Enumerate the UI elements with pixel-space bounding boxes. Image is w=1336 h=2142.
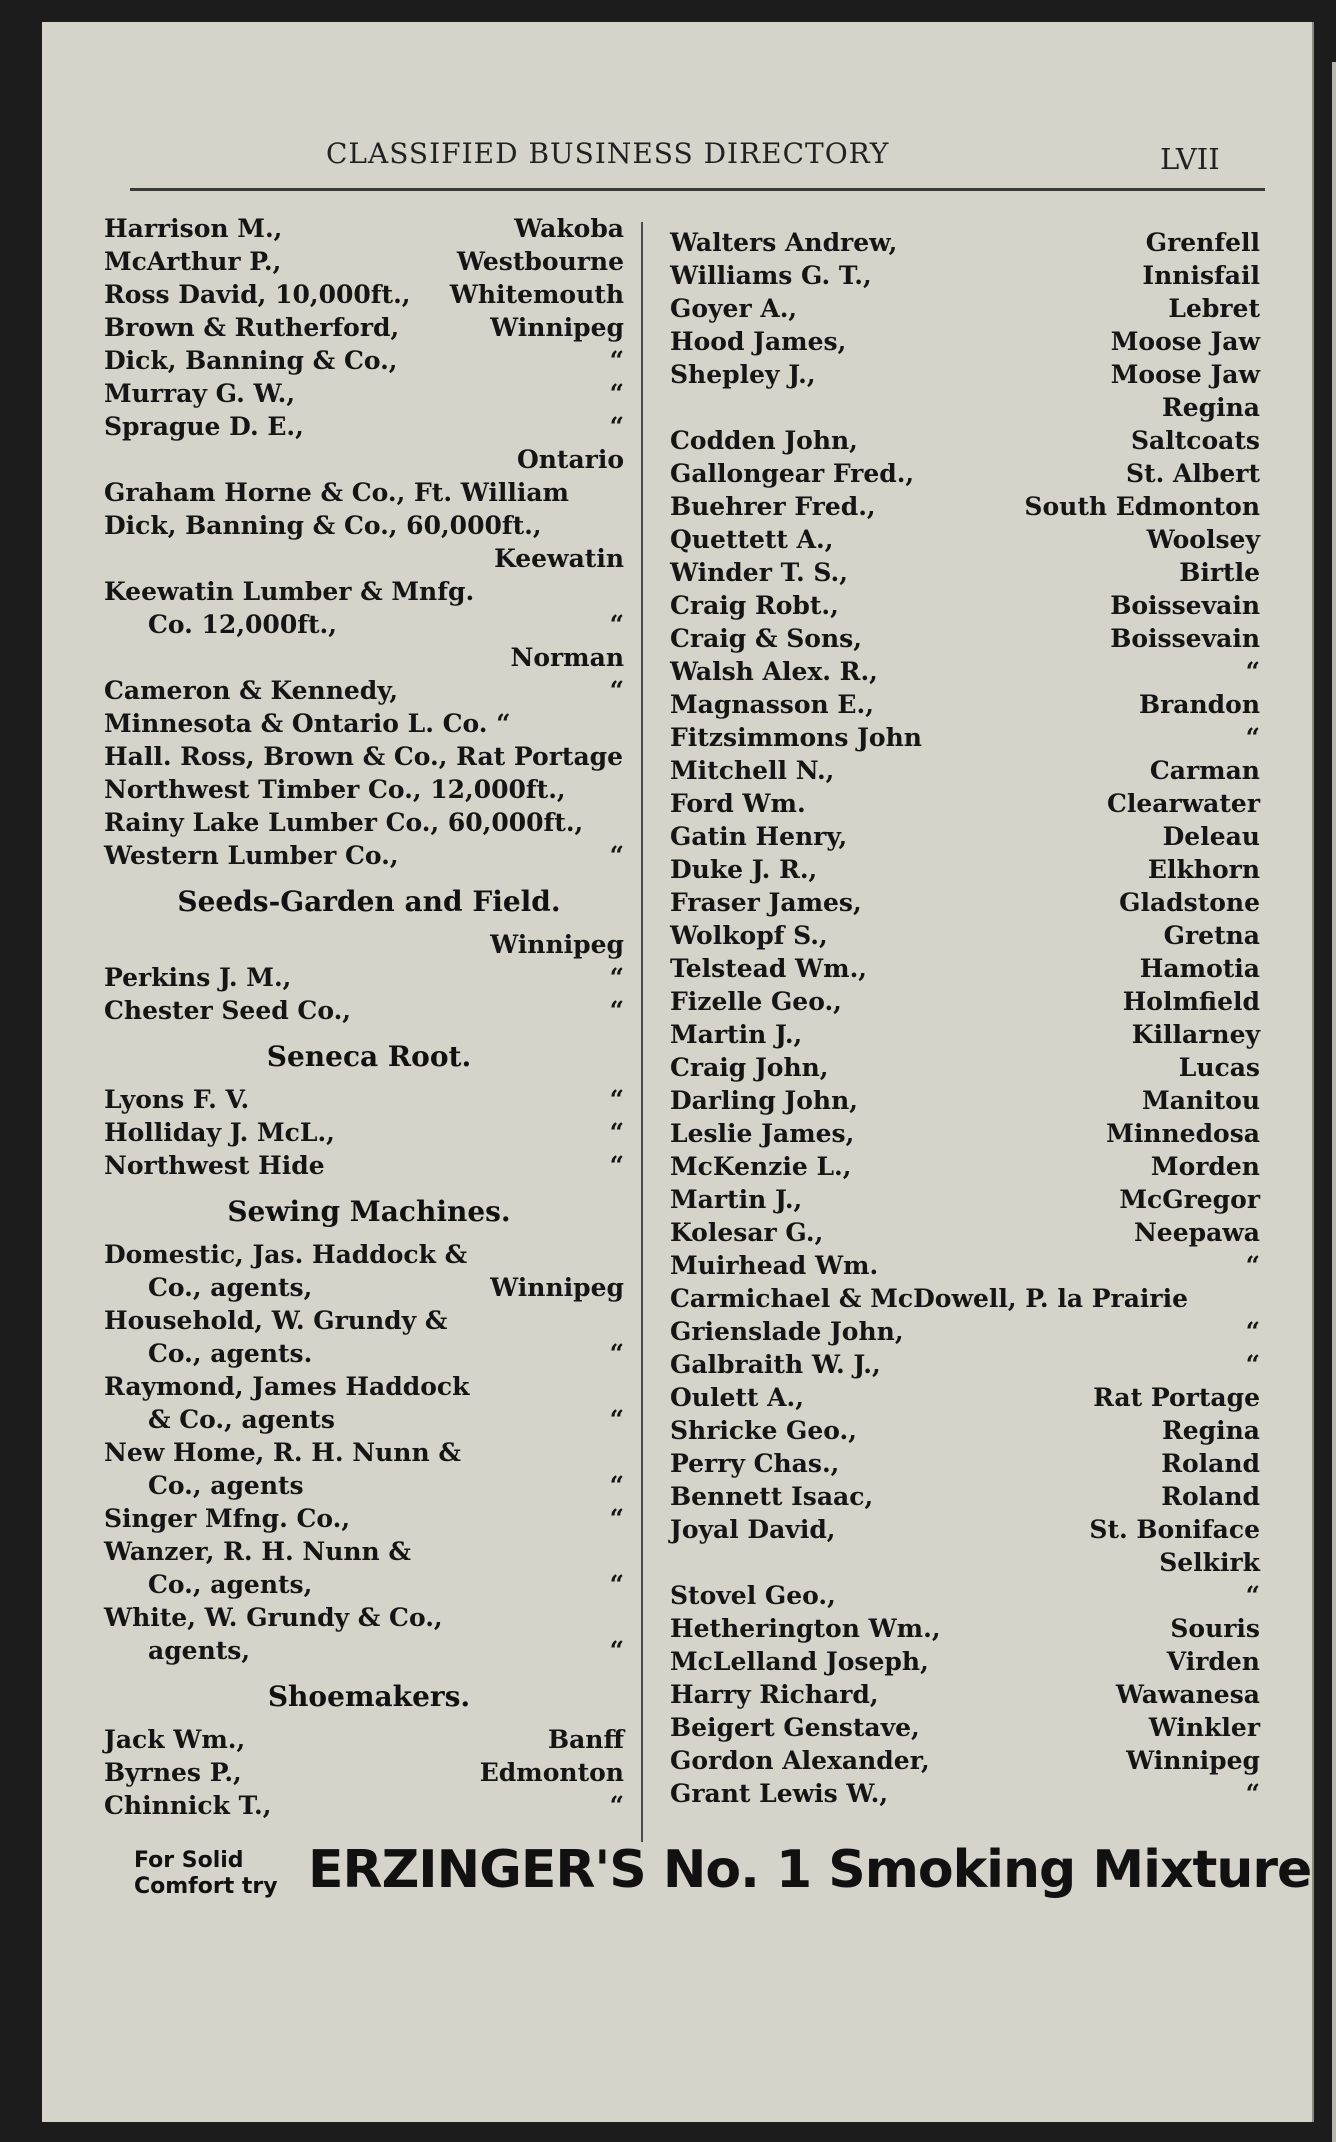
- business-name: Raymond, James Haddock: [104, 1372, 470, 1401]
- business-location: “: [1245, 1251, 1260, 1280]
- ad-headline: ERZINGER'S No. 1 Smoking Mixture: [308, 1840, 1312, 1900]
- business-name: agents,: [148, 1636, 251, 1665]
- listing-row: [670, 888, 1270, 921]
- listing-row: [104, 775, 634, 808]
- business-name: Holliday J. McL.,: [104, 1118, 335, 1147]
- listing-row: [104, 412, 634, 445]
- left-column: [104, 214, 634, 1824]
- listing-row: [104, 511, 634, 544]
- business-name: Quettett A.,: [670, 525, 834, 554]
- listing-row: [104, 280, 634, 313]
- business-location: Minnedosa: [1106, 1119, 1260, 1148]
- listing-row: [670, 690, 1270, 723]
- listing-continuation: [104, 1273, 634, 1306]
- business-name: Hood James,: [670, 327, 847, 356]
- business-location: Holmfield: [1122, 987, 1260, 1016]
- listing-row: [670, 1647, 1270, 1680]
- listing-row: [670, 1350, 1270, 1383]
- business-location: St. Boniface: [1089, 1515, 1260, 1544]
- listing-row: [670, 987, 1270, 1020]
- listing-row: [104, 1725, 634, 1758]
- business-name: Harry Richard,: [670, 1680, 879, 1709]
- business-location: Virden: [1166, 1647, 1260, 1676]
- listing-row: [670, 228, 1270, 261]
- business-location: “: [609, 1791, 624, 1820]
- business-name: Chester Seed Co.,: [104, 996, 351, 1025]
- business-name: Bennett Isaac,: [670, 1482, 874, 1511]
- page-title: CLASSIFIED BUSINESS DIRECTORY: [326, 137, 890, 170]
- business-name: Hetherington Wm.,: [670, 1614, 941, 1643]
- listing-row: [670, 1416, 1270, 1449]
- business-location: Innisfail: [1142, 261, 1260, 290]
- business-name: Joyal David,: [670, 1515, 836, 1544]
- business-name: Brown & Rutherford,: [104, 313, 400, 342]
- listing-row: [670, 1251, 1270, 1284]
- listing-continuation: [104, 1636, 634, 1669]
- column-divider: [641, 222, 643, 1842]
- section-heading: Sewing Machines.: [227, 1195, 511, 1228]
- business-location: Wawanesa: [1115, 1680, 1260, 1709]
- business-name: Hall. Ross, Brown & Co., Rat Portage: [104, 742, 624, 771]
- listing-row: [104, 1504, 634, 1537]
- business-name: Grienslade John,: [670, 1317, 904, 1346]
- business-location: “: [1245, 657, 1260, 686]
- business-name: Sprague D. E.,: [104, 412, 304, 441]
- business-location: “: [1245, 1317, 1260, 1346]
- listing-row: [670, 261, 1270, 294]
- listing-row: [104, 963, 634, 996]
- listing-row: [670, 756, 1270, 789]
- listing-row: [104, 1306, 634, 1339]
- listing-row: [670, 1548, 1270, 1581]
- business-location: Norman: [510, 643, 624, 672]
- business-location: Keewatin: [494, 544, 624, 573]
- business-location: Boissevain: [1110, 591, 1260, 620]
- business-name: Fraser James,: [670, 888, 862, 917]
- business-name: Craig Robt.,: [670, 591, 839, 620]
- business-location: Manitou: [1142, 1086, 1260, 1115]
- business-name: Co., agents.: [148, 1339, 313, 1368]
- business-location: Winnipeg: [490, 930, 624, 959]
- business-name: Carmichael & McDowell, P. la Prairie: [670, 1284, 1188, 1313]
- business-name: Martin J.,: [670, 1020, 803, 1049]
- business-location: Neepawa: [1133, 1218, 1260, 1247]
- listing-row: [104, 643, 634, 676]
- business-name: McKenzie L.,: [670, 1152, 852, 1181]
- business-name: Walters Andrew,: [670, 228, 898, 257]
- business-location: “: [1245, 1350, 1260, 1379]
- listing-row: [670, 1317, 1270, 1350]
- business-name: New Home, R. H. Nunn &: [104, 1438, 461, 1467]
- business-location: Hamotia: [1139, 954, 1260, 983]
- listing-row: [104, 1438, 634, 1471]
- business-location: Roland: [1161, 1449, 1260, 1478]
- listing-row: [104, 1603, 634, 1636]
- listing-row: [670, 921, 1270, 954]
- business-name: Wolkopf S.,: [670, 921, 828, 950]
- listing-row: [104, 1085, 634, 1118]
- business-location: “: [609, 963, 624, 992]
- listing-row: [104, 1118, 634, 1151]
- business-location: “: [1245, 1581, 1260, 1610]
- business-name: McArthur P.,: [104, 247, 282, 276]
- business-name: Byrnes P.,: [104, 1758, 242, 1787]
- business-location: Elkhorn: [1147, 855, 1260, 884]
- business-location: Lucas: [1178, 1053, 1260, 1082]
- business-name: & Co., agents: [148, 1405, 335, 1434]
- listing-continuation: [104, 1339, 634, 1372]
- business-name: Cameron & Kennedy,: [104, 676, 399, 705]
- business-name: Harrison M.,: [104, 214, 283, 243]
- business-location: “: [609, 1504, 624, 1533]
- business-location: Regina: [1161, 393, 1260, 422]
- listing-row: [104, 445, 634, 478]
- business-location: “: [1245, 723, 1260, 752]
- listing-continuation: [104, 1471, 634, 1504]
- business-location: Ontario: [516, 445, 624, 474]
- listing-continuation: [104, 1405, 634, 1438]
- business-name: Keewatin Lumber & Mnfg.: [104, 577, 475, 606]
- business-location: Clearwater: [1106, 789, 1260, 818]
- listing-row: [670, 1383, 1270, 1416]
- advertisement: [94, 1840, 1312, 1934]
- directory-page: [42, 22, 1314, 2122]
- section-heading: Seneca Root.: [266, 1040, 472, 1073]
- business-name: Murray G. W.,: [104, 379, 296, 408]
- business-location: Saltcoats: [1130, 426, 1260, 455]
- business-location: Grenfell: [1145, 228, 1260, 257]
- business-name: Gatin Henry,: [670, 822, 848, 851]
- business-name: Co., agents,: [148, 1570, 313, 1599]
- business-location: Regina: [1161, 1416, 1260, 1445]
- business-name: Co., agents: [148, 1471, 304, 1500]
- business-name: Magnasson E.,: [670, 690, 874, 719]
- listing-row: [670, 1020, 1270, 1053]
- business-name: Craig & Sons,: [670, 624, 862, 653]
- listing-row: [104, 808, 634, 841]
- business-location: Roland: [1161, 1482, 1260, 1511]
- business-location: Morden: [1150, 1152, 1260, 1181]
- business-location: St. Albert: [1125, 459, 1260, 488]
- business-name: Williams G. T.,: [670, 261, 872, 290]
- listing-row: [670, 360, 1270, 393]
- business-location: Killarney: [1131, 1020, 1260, 1049]
- business-location: Edmonton: [479, 1758, 624, 1787]
- page-edge: [1332, 62, 1336, 2142]
- listing-row: [670, 492, 1270, 525]
- business-location: Winkler: [1148, 1713, 1260, 1742]
- listing-row: [104, 544, 634, 577]
- business-location: Winnipeg: [1126, 1746, 1260, 1775]
- business-name: White, W. Grundy & Co.,: [104, 1603, 443, 1632]
- business-name: Northwest Hide: [104, 1151, 325, 1180]
- listing-row: [670, 1086, 1270, 1119]
- business-name: Perkins J. M.,: [104, 963, 292, 992]
- business-location: Winnipeg: [490, 313, 624, 342]
- business-name: McLelland Joseph,: [670, 1647, 929, 1676]
- listing-row: [670, 426, 1270, 459]
- business-name: Rainy Lake Lumber Co., 60,000ft.,: [104, 808, 584, 837]
- listing-row: [104, 1151, 634, 1184]
- business-name: Leslie James,: [670, 1119, 855, 1148]
- business-name: Ford Wm.: [670, 789, 806, 818]
- business-location: Moose Jaw: [1110, 327, 1260, 356]
- business-name: Grant Lewis W.,: [670, 1779, 889, 1808]
- business-name: Gallongear Fred.,: [670, 459, 915, 488]
- listing-row: [104, 742, 634, 775]
- business-name: Domestic, Jas. Haddock &: [104, 1240, 468, 1269]
- section-heading: Shoemakers.: [267, 1680, 471, 1713]
- header-rule: [130, 188, 1265, 191]
- business-location: Wakoba: [514, 214, 624, 243]
- listing-row: [104, 379, 634, 412]
- business-location: “: [609, 610, 624, 639]
- listing-row: [104, 1372, 634, 1405]
- business-location: “: [609, 1151, 624, 1180]
- page-number: LVII: [1160, 142, 1220, 176]
- listing-row: [104, 709, 634, 742]
- right-column: [670, 228, 1270, 1812]
- business-location: “: [609, 1471, 624, 1500]
- listing-row: [670, 393, 1270, 426]
- listing-row: [104, 996, 634, 1029]
- listing-row: [104, 577, 634, 610]
- listing-row: [670, 624, 1270, 657]
- listing-continuation: [104, 610, 634, 643]
- listing-continuation: [104, 1570, 634, 1603]
- listing-row: [104, 346, 634, 379]
- business-name: Fizelle Geo.,: [670, 987, 842, 1016]
- listing-row: [104, 676, 634, 709]
- listing-row: [670, 459, 1270, 492]
- business-name: Duke J. R.,: [670, 855, 818, 884]
- business-name: Kolesar G.,: [670, 1218, 824, 1247]
- business-location: Selkirk: [1159, 1548, 1260, 1577]
- listing-row: [670, 1053, 1270, 1086]
- business-location: “: [609, 1339, 624, 1368]
- business-location: Westbourne: [456, 247, 624, 276]
- page-header: [42, 132, 1312, 182]
- business-location: “: [609, 841, 624, 870]
- business-name: Craig John,: [670, 1053, 829, 1082]
- business-name: Jack Wm.,: [104, 1725, 246, 1754]
- business-location: Gretna: [1163, 921, 1260, 950]
- business-name: Dick, Banning & Co.,: [104, 346, 398, 375]
- listing-row: [104, 1537, 634, 1570]
- listing-row: [670, 1581, 1270, 1614]
- listing-row: [670, 822, 1270, 855]
- business-name: Dick, Banning & Co., 60,000ft.,: [104, 511, 542, 540]
- business-location: Deleau: [1162, 822, 1260, 851]
- listing-row: [670, 327, 1270, 360]
- business-name: Darling John,: [670, 1086, 858, 1115]
- business-name: Buehrer Fred.,: [670, 492, 876, 521]
- business-name: Winder T. S.,: [670, 558, 848, 587]
- business-location: “: [609, 412, 624, 441]
- listing-row: [670, 1185, 1270, 1218]
- listing-row: [104, 841, 634, 874]
- listing-row: [670, 657, 1270, 690]
- business-location: Carman: [1149, 756, 1260, 785]
- business-name: Muirhead Wm.: [670, 1251, 879, 1280]
- listing-row: [670, 1515, 1270, 1548]
- listing-row: [670, 1449, 1270, 1482]
- business-name: Chinnick T.,: [104, 1791, 272, 1820]
- ad-tagline-line-2: Comfort try: [134, 1874, 278, 1899]
- business-name: Walsh Alex. R.,: [670, 657, 878, 686]
- business-name: Goyer A.,: [670, 294, 798, 323]
- business-name: Beigert Genstave,: [670, 1713, 920, 1742]
- business-name: Perry Chas.,: [670, 1449, 840, 1478]
- listing-row: [670, 591, 1270, 624]
- business-location: Birtle: [1179, 558, 1260, 587]
- business-location: “: [609, 676, 624, 705]
- business-name: Northwest Timber Co., 12,000ft.,: [104, 775, 566, 804]
- listing-row: [670, 558, 1270, 591]
- business-location: “: [609, 1085, 624, 1114]
- business-location: “: [609, 346, 624, 375]
- ad-tagline-line-1: For Solid: [134, 1848, 244, 1873]
- business-name: Western Lumber Co.,: [104, 841, 399, 870]
- business-name: Telstead Wm.,: [670, 954, 867, 983]
- listing-row: [104, 313, 634, 346]
- listing-row: [670, 1482, 1270, 1515]
- business-name: Fitzsimmons John: [670, 723, 922, 752]
- ad-tagline: [134, 1848, 278, 1900]
- business-name: Minnesota & Ontario L. Co. “: [104, 709, 511, 738]
- listing-row: [670, 1746, 1270, 1779]
- business-name: Gordon Alexander,: [670, 1746, 930, 1775]
- listing-row: [670, 723, 1270, 756]
- business-name: Lyons F. V.: [104, 1085, 250, 1114]
- business-name: Graham Horne & Co., Ft. William: [104, 478, 570, 507]
- business-name: Singer Mfng. Co.,: [104, 1504, 351, 1533]
- listing-row: [104, 214, 634, 247]
- business-location: Lebret: [1168, 294, 1260, 323]
- business-name: Ross David, 10,000ft.,: [104, 280, 411, 309]
- listing-row: [670, 1284, 1270, 1317]
- business-location: Winnipeg: [490, 1273, 624, 1302]
- listing-row: [670, 954, 1270, 987]
- business-location: Boissevain: [1110, 624, 1260, 653]
- business-location: “: [1245, 1779, 1260, 1808]
- business-location: “: [609, 1405, 624, 1434]
- business-location: Whitemouth: [449, 280, 624, 309]
- listing-row: [670, 1218, 1270, 1251]
- business-name: Wanzer, R. H. Nunn &: [104, 1537, 412, 1566]
- listing-row: [670, 1152, 1270, 1185]
- business-name: Oulett A.,: [670, 1383, 804, 1412]
- business-location: “: [609, 1636, 624, 1665]
- business-location: Gladstone: [1119, 888, 1260, 917]
- business-name: Co., agents,: [148, 1273, 313, 1302]
- listing-row: [104, 478, 634, 511]
- listing-row: [104, 247, 634, 280]
- business-location: Banff: [547, 1725, 624, 1754]
- section-heading: Seeds-Garden and Field.: [177, 885, 561, 918]
- business-location: Souris: [1170, 1614, 1260, 1643]
- business-location: “: [609, 1118, 624, 1147]
- listing-row: [104, 1791, 634, 1824]
- business-location: Woolsey: [1146, 525, 1260, 554]
- business-location: “: [609, 996, 624, 1025]
- listing-row: [670, 1119, 1270, 1152]
- listing-row: [104, 1240, 634, 1273]
- business-name: Co. 12,000ft.,: [148, 610, 337, 639]
- listing-row: [670, 1680, 1270, 1713]
- listing-row: [670, 1779, 1270, 1812]
- business-name: Household, W. Grundy &: [104, 1306, 448, 1335]
- listing-row: [670, 1614, 1270, 1647]
- business-location: McGregor: [1119, 1185, 1260, 1214]
- listing-row: [670, 294, 1270, 327]
- business-location: South Edmonton: [1024, 492, 1260, 521]
- business-location: Brandon: [1138, 690, 1260, 719]
- listing-row: [670, 1713, 1270, 1746]
- business-location: Rat Portage: [1093, 1383, 1260, 1412]
- business-name: Martin J.,: [670, 1185, 803, 1214]
- business-name: Codden John,: [670, 426, 858, 455]
- business-location: “: [609, 379, 624, 408]
- business-name: Mitchell N.,: [670, 756, 835, 785]
- listing-row: [670, 525, 1270, 558]
- business-location: Moose Jaw: [1110, 360, 1260, 389]
- business-name: Shepley J.,: [670, 360, 816, 389]
- listing-row: [670, 855, 1270, 888]
- listing-row: [670, 789, 1270, 822]
- business-name: Galbraith W. J.,: [670, 1350, 881, 1379]
- listing-row: [104, 1758, 634, 1791]
- business-location: “: [609, 1570, 624, 1599]
- business-name: Stovel Geo.,: [670, 1581, 836, 1610]
- listing-row: [104, 930, 634, 963]
- business-name: Shricke Geo.,: [670, 1416, 857, 1445]
